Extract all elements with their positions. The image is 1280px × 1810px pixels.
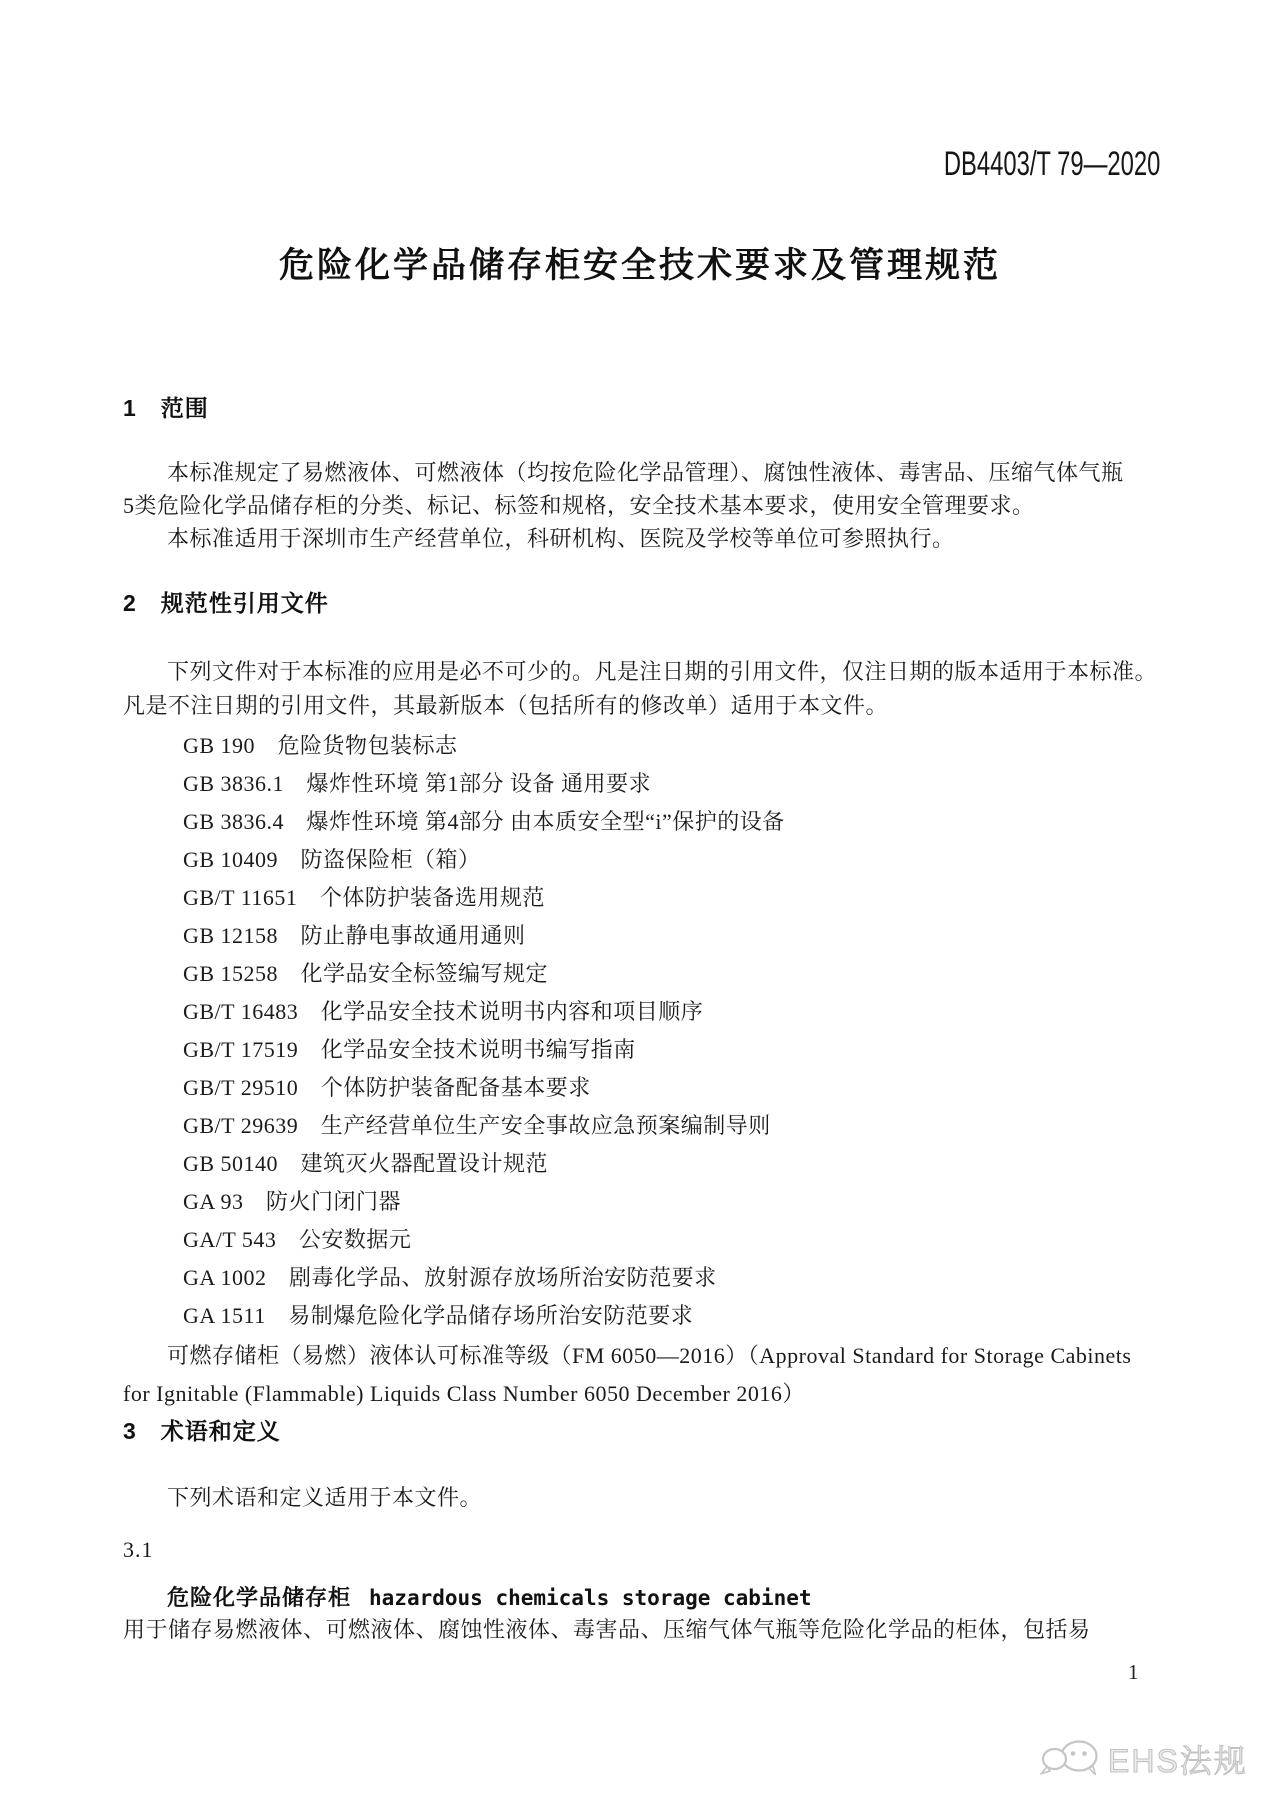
reference-item: GB 190 危险货物包装标志 <box>183 733 458 758</box>
paragraph-line: 5类危险化学品储存柜的分类、标记、标签和规格，安全技术基本要求，使用安全管理要求。 <box>123 493 1035 518</box>
section-title: 规范性引用文件 <box>160 590 329 616</box>
term-number: 3.1 <box>123 1537 154 1562</box>
paragraph-line: 本标准规定了易燃液体、可燃液体（均按危险化学品管理）、腐蚀性液体、毒害品、压缩气体气瓶 <box>167 460 1124 485</box>
standard-number: DB4403/T 79—2020 <box>943 145 1160 183</box>
paragraph-line: 下列文件对于本标准的应用是必不可少的。凡是注日期的引用文件，仅注日期的版本适用于本标准。 <box>167 659 1158 684</box>
reference-item: GA 1511 易制爆危险化学品储存场所治安防范要求 <box>183 1303 694 1328</box>
paragraph-line: 可燃存储柜（易燃）液体认可标准等级（FM 6050—2016）（Approval Standard for Storage Cabinets <box>167 1343 1132 1368</box>
section-title: 术语和定义 <box>160 1418 281 1444</box>
document-title: 危险化学品储存柜安全技术要求及管理规范 <box>278 246 1001 285</box>
reference-item: GB 50140 建筑灭火器配置设计规范 <box>183 1151 549 1176</box>
term-definition-line: 用于储存易燃液体、可燃液体、腐蚀性液体、毒害品、压缩气体气瓶等危险化学品的柜体，包括易 <box>123 1617 1091 1642</box>
terms-intro <box>123 1481 1157 1515</box>
reference-item: GB 3836.1 爆炸性环境 第1部分 设备 通用要求 <box>183 771 652 796</box>
term-chinese: 危险化学品储存柜 <box>167 1585 352 1610</box>
reference-item: GB/T 11651 个体防护装备选用规范 <box>183 885 545 910</box>
paragraph-line: 下列术语和定义适用于本文件。 <box>167 1485 483 1510</box>
reference-item: GB/T 29639 生产经营单位生产安全事故应急预案编制导则 <box>183 1113 771 1138</box>
reference-item: GB 10409 防盗保险柜（箱） <box>183 847 481 872</box>
reference-item: GB 3836.4 爆炸性环境 第4部分 由本质安全型“i”保护的设备 <box>183 809 785 834</box>
references-intro <box>123 655 1157 723</box>
reference-item: GB/T 17519 化学品安全技术说明书编写指南 <box>183 1037 636 1062</box>
references-list <box>123 727 1157 1335</box>
page-number: 1 <box>1128 1660 1139 1684</box>
section-number: 3 <box>123 1418 137 1444</box>
reference-item: GA 93 防火门闭门器 <box>183 1189 402 1214</box>
term-english: hazardous chemicals storage cabinet <box>369 1586 812 1610</box>
section-number: 1 <box>123 395 137 421</box>
paragraph-line: 本标准适用于深圳市生产经营单位，科研机构、医院及学校等单位可参照执行。 <box>167 526 955 551</box>
section-heading-scope <box>123 393 1157 423</box>
section-title: 范围 <box>160 395 209 421</box>
reference-item: GB/T 29510 个体防护装备配备基本要求 <box>183 1075 591 1100</box>
term-title-line <box>123 1583 1157 1613</box>
reference-item: GA/T 543 公安数据元 <box>183 1227 412 1252</box>
paragraph-line: for Ignitable (Flammable) Liquids Class Number 6050 December 2016） <box>123 1381 805 1406</box>
reference-item: GB/T 16483 化学品安全技术说明书内容和项目顺序 <box>183 999 704 1024</box>
paragraph-line: 凡是不注日期的引用文件，其最新版本（包括所有的修改单）适用于本文件。 <box>123 693 889 718</box>
watermark <box>1038 1736 1248 1782</box>
document-body <box>0 246 1280 1646</box>
reference-item-fm6050 <box>123 1337 1157 1413</box>
reference-item: GB 12158 防止静电事故通用通则 <box>183 923 526 948</box>
section-number: 2 <box>123 590 137 616</box>
scope-paragraphs <box>123 456 1157 555</box>
reference-item: GB 15258 化学品安全标签编写规定 <box>183 961 549 986</box>
section-heading-references <box>123 588 1157 618</box>
wechat-bubbles-icon <box>1038 1736 1102 1782</box>
section-heading-terms <box>123 1416 1157 1446</box>
watermark-label: EHS法规 <box>1108 1743 1248 1779</box>
reference-item: GA 1002 剧毒化学品、放射源存放场所治安防范要求 <box>183 1265 717 1290</box>
